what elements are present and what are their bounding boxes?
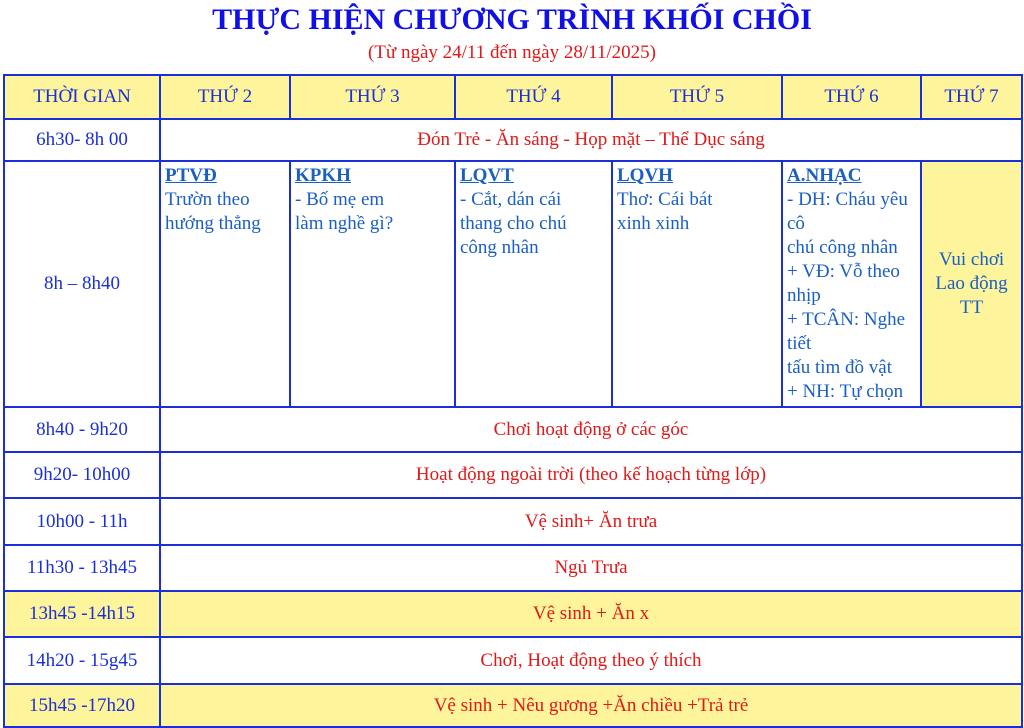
- time-cell: 6h30- 8h 00: [4, 119, 160, 161]
- header-friday: THỨ 6: [782, 75, 921, 119]
- activity-cell: Vệ sinh + Ăn x: [160, 591, 1022, 637]
- table-row: [4, 498, 1022, 545]
- lesson-subject: KPKH: [295, 165, 351, 186]
- table-row: [4, 637, 1022, 684]
- lesson-thursday: [612, 161, 782, 407]
- activity-cell: Vệ sinh+ Ăn trưa: [160, 498, 1022, 545]
- lesson-subject: LQVT: [460, 165, 514, 186]
- time-cell: 11h30 - 13h45: [4, 545, 160, 591]
- activity-cell: Đón Trẻ - Ăn sáng - Họp mặt – Thể Dục sáng: [160, 119, 1022, 161]
- lesson-subject: A.NHẠC: [787, 165, 862, 186]
- activity-cell: Chơi hoạt động ở các góc: [160, 407, 1022, 452]
- lesson-wednesday: [455, 161, 612, 407]
- table-row: [4, 407, 1022, 452]
- lesson-description: - DH: Cháu yêu cô chú công nhân + VĐ: Vỗ theo nhịp + TCÂN: Nghe tiết tấu tìm đồ vật + NH: Tự chọn: [787, 189, 908, 402]
- header-row: [4, 75, 1022, 119]
- activity-cell: Ngủ Trưa: [160, 545, 1022, 591]
- table-row: [4, 591, 1022, 637]
- time-cell: 8h40 - 9h20: [4, 407, 160, 452]
- table-row: [4, 119, 1022, 161]
- time-cell: 10h00 - 11h: [4, 498, 160, 545]
- header-monday: THỨ 2: [160, 75, 290, 119]
- date-range-subtitle: (Từ ngày 24/11 đến ngày 28/11/2025): [367, 42, 657, 63]
- lesson-saturday: Vui chơi Lao động TT: [921, 161, 1022, 407]
- lesson-row: [4, 161, 1022, 407]
- activity-cell: Vệ sinh + Nêu gương +Ăn chiều +Trả trẻ: [160, 684, 1022, 727]
- time-cell: 13h45 -14h15: [4, 591, 160, 637]
- header-wednesday: THỨ 4: [455, 75, 612, 119]
- header-tuesday: THỨ 3: [290, 75, 455, 119]
- time-cell: 9h20- 10h00: [4, 452, 160, 498]
- lesson-friday: [782, 161, 921, 407]
- activity-cell: Chơi, Hoạt động theo ý thích: [160, 637, 1022, 684]
- time-cell: 15h45 -17h20: [4, 684, 160, 727]
- lesson-subject: PTVĐ: [165, 165, 217, 186]
- header-time: THỜI GIAN: [4, 75, 160, 119]
- lesson-monday: [160, 161, 290, 407]
- lesson-description: Thơ: Cái bát xinh xinh: [617, 189, 713, 234]
- lesson-description: Trườn theo hướng thẳng: [165, 189, 261, 234]
- lesson-description: - Bố mẹ em làm nghề gì?: [295, 189, 394, 234]
- table-row: [4, 452, 1022, 498]
- table-row: [4, 545, 1022, 591]
- lesson-subject: LQVH: [617, 165, 673, 186]
- page-title: THỰC HIỆN CHƯƠNG TRÌNH KHỐI CHỒI: [212, 3, 812, 36]
- time-cell: 8h – 8h40: [4, 161, 160, 407]
- lesson-description: - Cắt, dán cái thang cho chú công nhân: [460, 189, 567, 258]
- header-saturday: THỨ 7: [921, 75, 1022, 119]
- activity-cell: Hoạt động ngoài trời (theo kế hoạch từng lớp): [160, 452, 1022, 498]
- time-cell: 14h20 - 15g45: [4, 637, 160, 684]
- table-row: [4, 684, 1022, 727]
- lesson-tuesday: [290, 161, 455, 407]
- schedule-table: [3, 74, 1023, 728]
- header-thursday: THỨ 5: [612, 75, 782, 119]
